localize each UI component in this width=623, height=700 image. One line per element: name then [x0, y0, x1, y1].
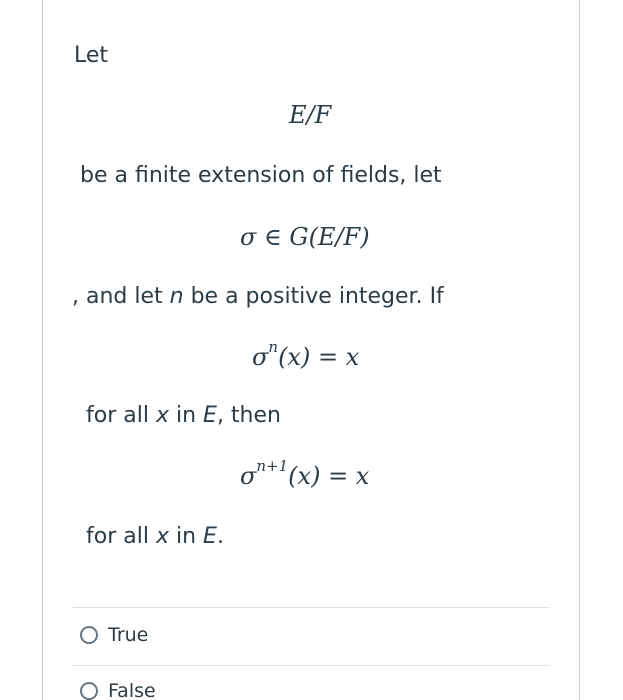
question-text-for-all-then — [86, 405, 281, 427]
text-for-all-2-x: x — [155, 524, 169, 549]
text-for-all-1-mid: in — [168, 403, 204, 428]
math-field-extension: E/F — [289, 101, 332, 129]
answer-label-false: False — [108, 680, 156, 700]
math-sigma-n1-identity — [240, 457, 370, 490]
answer-divider-top — [73, 607, 549, 608]
math-sigma-n-base: σ — [252, 343, 269, 371]
radio-button-false[interactable] — [80, 682, 98, 700]
answer-option-true[interactable] — [80, 621, 148, 649]
math-sigma-right: ) — [360, 223, 370, 251]
math-sigma-n1-exp: n+1 — [256, 457, 289, 475]
text-for-all-2-mid: in — [168, 524, 204, 549]
math-sigma-n1-base: σ — [240, 462, 257, 490]
math-sigma-in-galois-group — [240, 225, 370, 249]
math-sigma-left: σ ∈ G( — [240, 223, 318, 251]
text-for-all-1-x: x — [155, 403, 169, 428]
math-sigma-n-identity — [252, 338, 360, 371]
text-for-all-2-E: E — [203, 524, 217, 549]
math-sigma-n1-rest: (x) = x — [288, 462, 370, 490]
question-text-and-let — [72, 286, 444, 308]
text-and-let-prefix: , and let — [72, 284, 170, 309]
question-intro: Let — [74, 43, 109, 68]
radio-button-true[interactable] — [80, 626, 98, 644]
math-sigma-n-exp: n — [268, 338, 279, 356]
answer-label-true: True — [108, 624, 149, 646]
text-for-all-1-E: E — [203, 403, 217, 428]
text-for-all-2-suffix: . — [216, 524, 224, 549]
text-and-let-var: n — [169, 284, 184, 309]
text-and-let-suffix: be a positive integer. If — [183, 284, 444, 309]
text-for-all-1-suffix: , then — [216, 403, 281, 428]
text-for-all-1-prefix: for all — [86, 403, 156, 428]
answer-option-false[interactable] — [80, 677, 156, 700]
math-sigma-n-rest: (x) = x — [278, 343, 360, 371]
answer-divider-middle — [73, 665, 549, 666]
question-text-finite-extension: be a finite extension of fields, let — [80, 163, 442, 188]
text-for-all-2-prefix: for all — [86, 524, 156, 549]
math-sigma-mid: E/F — [317, 223, 361, 251]
question-text-for-all-end — [86, 526, 224, 548]
